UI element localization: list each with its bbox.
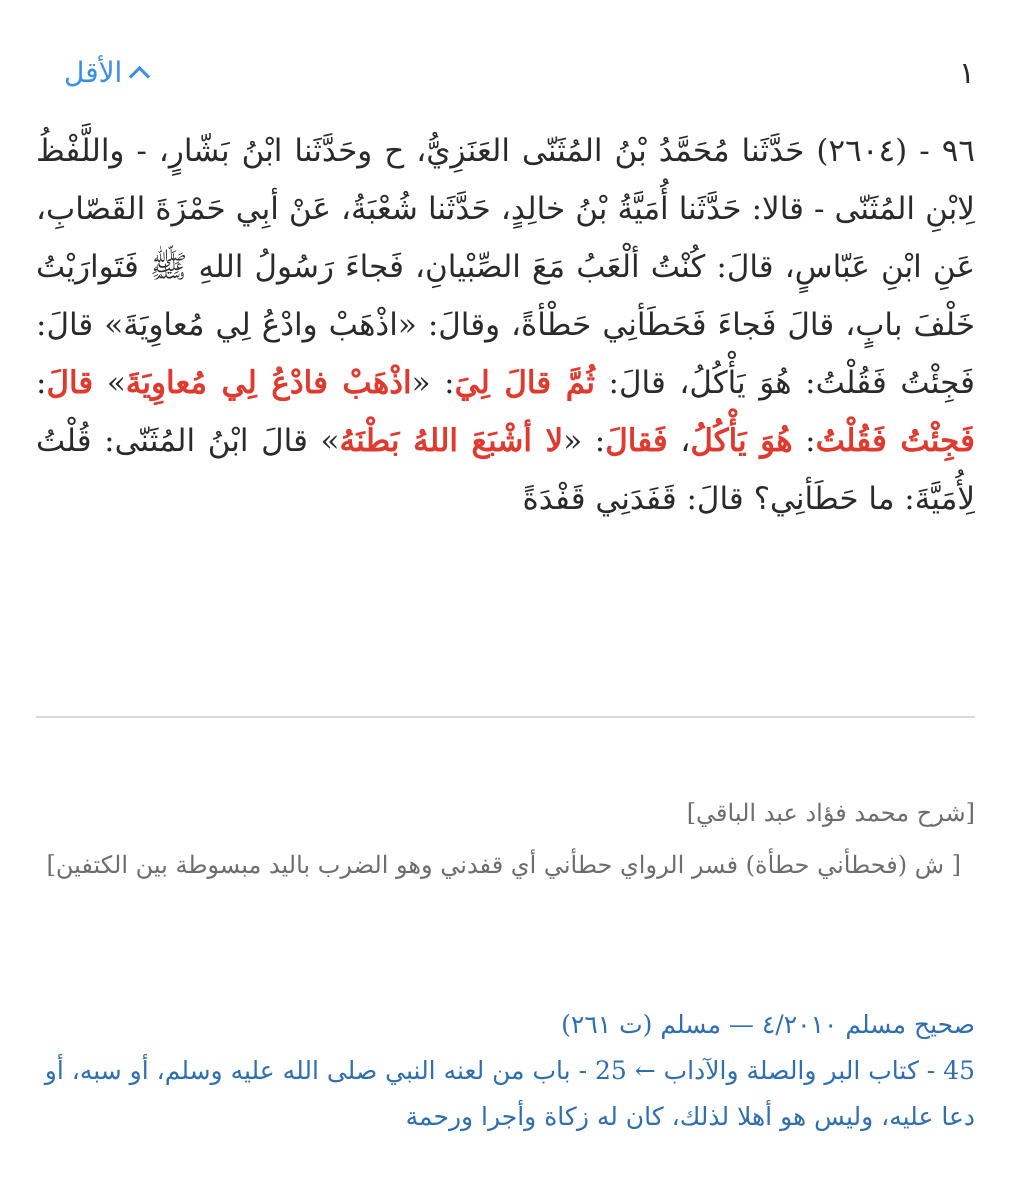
highlighted-match: ثُمَّ قالَ لِيَ xyxy=(454,365,595,401)
chapter-reference-link[interactable]: 45 - كتاب البر والصلة والآداب ← 25 - باب من لعنه النبي صلى الله عليه وسلم، أو سبه، أو دعا عليه، وليس هو أهلا لذلك، كان له زكاة وأجرا ورحمة xyxy=(44,1056,975,1131)
hadith-text-part: » قالَ ابْنُ المُثَنّى: قُلْتُ لِأُمَيَّةَ: ما حَطَأنِي؟ قالَ: قَفَدَنِي قَفْدَةً xyxy=(36,423,975,517)
highlighted-match: لا أشْبَعَ اللهُ بَطْنَهُ xyxy=(339,423,564,459)
highlighted-match: قالَ xyxy=(46,365,94,401)
highlighted-match: هُوَ يَأْكُلُ xyxy=(690,423,793,459)
chevron-up-icon xyxy=(129,66,150,87)
commentary-body: [ ش (فحطأني حطأة) فسر الرواي حطأني أي قفدني وهو الضرب باليد مبسوطة بين الكتفين] xyxy=(46,851,961,879)
hadith-text-part: ٩٦ - (٢٦٠٤) حَدَّثَنا مُحَمَّدُ بْنُ المُثَنّى العَنَزِيُّ، ح وحَدَّثَنا ابْنُ بَشّارٍ، - واللَّفْظُ لِابْنِ المُثَنّى - قالا: حَدَّثَنا أُمَيَّةُ بْنُ خالِدٍ، حَدَّثَنا شُعْبَةُ، عَنْ أبِي حَمْزَةَ القَصّابِ، عَنِ ابْنِ عَبّاسٍ، قالَ: كُنْتُ ألْعَبُ مَعَ الصِّبْيانِ، فَجاءَ رَسُولُ اللهِ ﷺ فَتَوارَيْتُ خَلْفَ بابٍ، قالَ فَجاءَ فَحَطَأنِي حَطْأةً، وقالَ: «اذْهَبْ وادْعُ لِي مُعاوِيَةَ» قالَ: فَجِئْتُ فَقُلْتُ: هُوَ يَأْكُلُ، قالَ: xyxy=(36,133,976,401)
hadith-text-part: : « xyxy=(563,423,606,459)
reference-section xyxy=(36,1002,975,1140)
section-divider xyxy=(36,716,975,718)
hadith-text-part: » xyxy=(93,365,126,401)
hadith-text-part: : xyxy=(36,365,47,401)
show-less-label: الأقل xyxy=(64,56,123,89)
item-number: ١ xyxy=(958,56,975,91)
commentary-section xyxy=(36,790,975,888)
highlighted-match: اذْهَبْ فادْعُ لِي مُعاوِيَةَ xyxy=(125,365,412,401)
item-header xyxy=(36,52,975,100)
highlighted-match: فَجِئْتُ فَقُلْتُ xyxy=(815,423,975,459)
source-reference-link[interactable]: صحيح مسلم ٤/٢٠١٠ — مسلم (ت ٢٦١) xyxy=(561,1010,975,1039)
highlighted-match: فَقالَ xyxy=(605,423,668,459)
hadith-text-part: : « xyxy=(411,365,455,401)
hadith-text xyxy=(36,122,975,528)
show-less-link[interactable] xyxy=(64,56,147,89)
hadith-text-part: : xyxy=(792,423,816,459)
commentary-title: [شرح محمد فؤاد عبد الباقي] xyxy=(686,799,975,827)
hadith-text-part: ، xyxy=(667,423,691,459)
